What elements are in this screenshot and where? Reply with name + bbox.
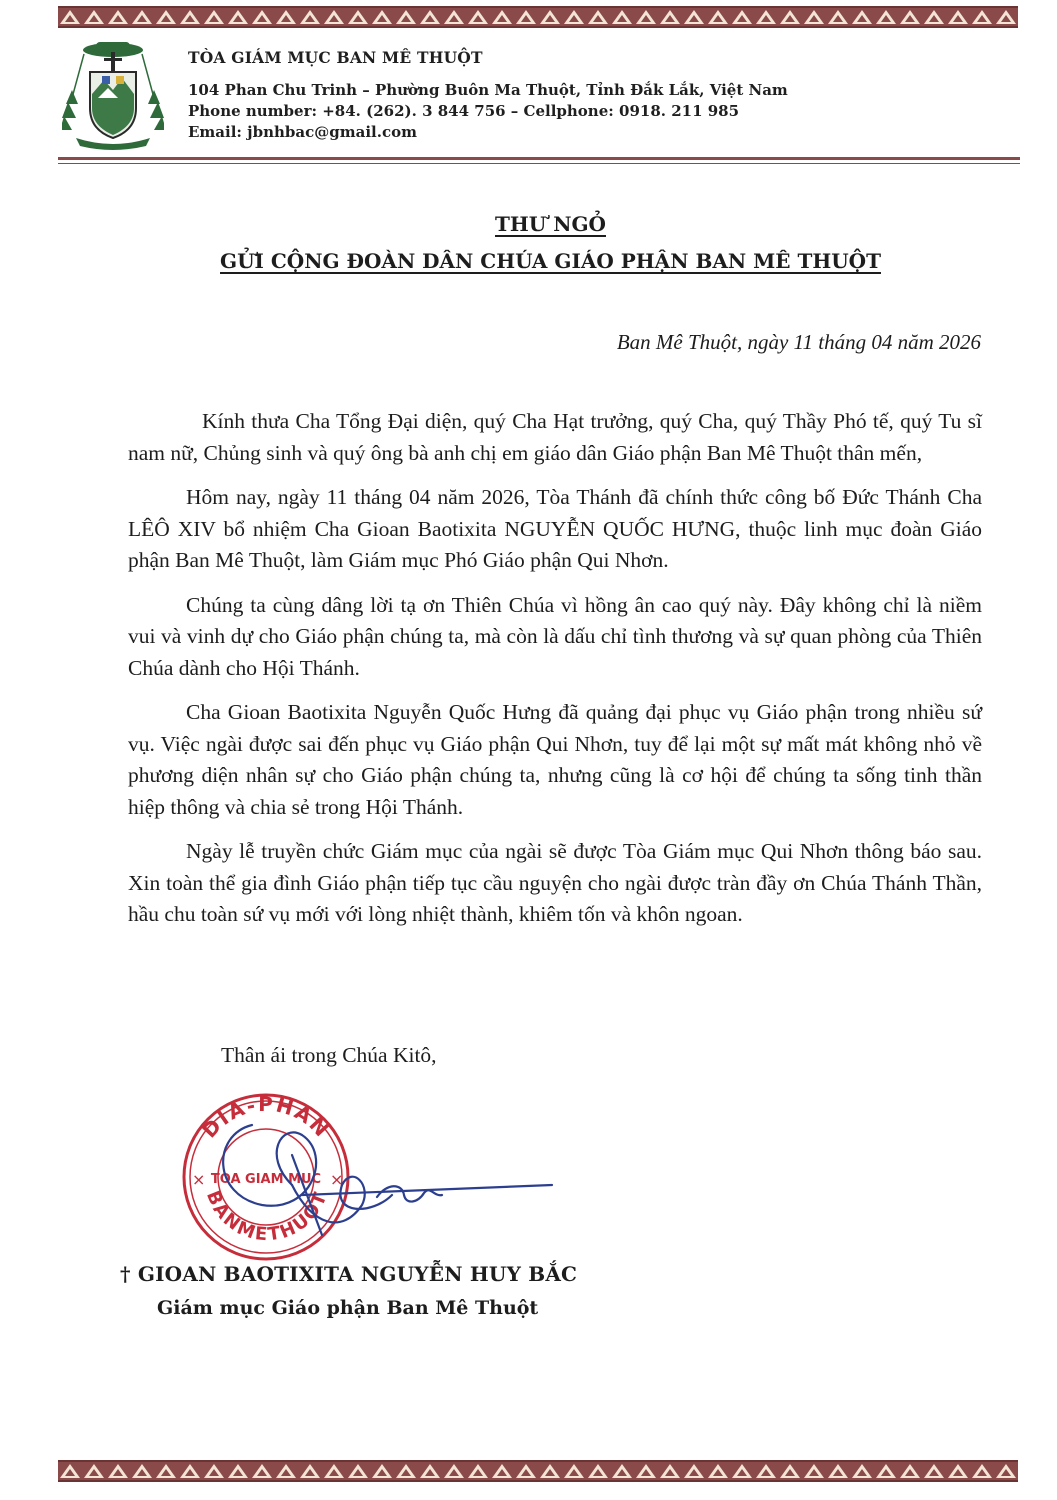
letter-subtitle: GỬI CỘNG ĐOÀN DÂN CHÚA GIÁO PHẬN BAN MÊ THUỘT	[220, 249, 881, 273]
svg-text:×: ×	[330, 1170, 344, 1189]
org-name: TÒA GIÁM MỤC BAN MÊ THUỘT	[188, 48, 483, 67]
seal-and-signature	[172, 1085, 592, 1265]
bottom-decorative-border	[58, 1460, 1018, 1482]
seal-text-top: DIA-PHAN	[197, 1091, 335, 1143]
diocese-crest-logo	[62, 38, 164, 150]
letter-title: THƯ NGỎ	[495, 212, 606, 236]
phone-line: Phone number: +84. (262). 3 844 756 – Cellphone: 0918. 211 985	[188, 102, 740, 120]
svg-text:DIA-PHAN	[197, 1092, 335, 1143]
paragraph-service: Cha Gioan Baotixita Nguyễn Quốc Hưng đã quảng đại phục vụ Giáo phận trong nhiều sứ vụ. Việc ngài được sai đến phục vụ Giáo phận Qui Nhơn, tuy để lại một sự mất mát không nhỏ về phương diện nhân sự cho Giáo phận chúng ta, nhưng cũng là cơ hội để chúng ta sống tinh thần hiệp thông và chia sẻ trong Hội Thánh.	[128, 700, 982, 819]
letter-date: Ban Mê Thuột, ngày 11 tháng 04 năm 2026	[616, 330, 981, 354]
address-line: 104 Phan Chu Trinh – Phường Buôn Ma Thuột, Tỉnh Đắk Lắk, Việt Nam	[188, 81, 788, 99]
signer-title: Giám mục Giáo phận Ban Mê Thuột	[157, 1297, 539, 1319]
paragraph-ordination: Ngày lễ truyền chức Giám mục của ngài sẽ được Tòa Giám mục Qui Nhơn thông báo sau. Xin toàn thể gia đình Giáo phận tiếp tục cầu nguyện cho ngài được tràn đầy ơn Chúa Thánh Thần, hầu chu toàn sứ vụ mới với lòng nhiệt thành, khiêm tốn và khôn ngoan.	[128, 839, 982, 926]
header-rule-thin	[58, 163, 1020, 164]
closing-salutation: Thân ái trong Chúa Kitô,	[221, 1043, 437, 1067]
seal-text-center: TOA GIAM MUC	[210, 1172, 322, 1187]
letter-body	[128, 406, 982, 944]
paragraph-announcement: Hôm nay, ngày 11 tháng 04 năm 2026, Tòa Thánh đã chính thức công bố Đức Thánh Cha LÊÔ XIV bổ nhiệm Cha Gioan Baotixita NGUYỄN QUỐC HƯNG, thuộc linh mục đoàn Giáo phận Ban Mê Thuột, làm Giám mục Phó Giáo phận Qui Nhơn.	[128, 485, 982, 572]
paragraph-thanksgiving: Chúng ta cùng dâng lời tạ ơn Thiên Chúa vì hồng ân cao quý này. Đây không chỉ là niềm vui và vinh dự cho Giáo phận chúng ta, mà còn là dấu chỉ tình thương và sự quan phòng của Thiên Chúa dành cho Hội Thánh.	[128, 592, 982, 680]
header-rule-thick	[58, 157, 1020, 160]
paragraph-greeting: Kính thưa Cha Tổng Đại diện, quý Cha Hạt trưởng, quý Cha, quý Thầy Phó tế, quý Tu sĩ nam nữ, Chủng sinh và quý ông bà anh chị em giáo dân Giáo phận Ban Mê Thuột thân mến,	[128, 409, 982, 465]
signer-name: † GIOAN BAOTIXITA NGUYỄN HUY BẮC	[120, 1262, 578, 1286]
official-seal	[184, 1092, 348, 1259]
seal-text-bottom: BANMETHUOT	[201, 1187, 332, 1246]
svg-text:×: ×	[192, 1170, 206, 1189]
letterhead	[188, 48, 788, 143]
top-decorative-border	[58, 6, 1018, 28]
email-line: Email: jbnhbac@gmail.com	[188, 123, 417, 141]
